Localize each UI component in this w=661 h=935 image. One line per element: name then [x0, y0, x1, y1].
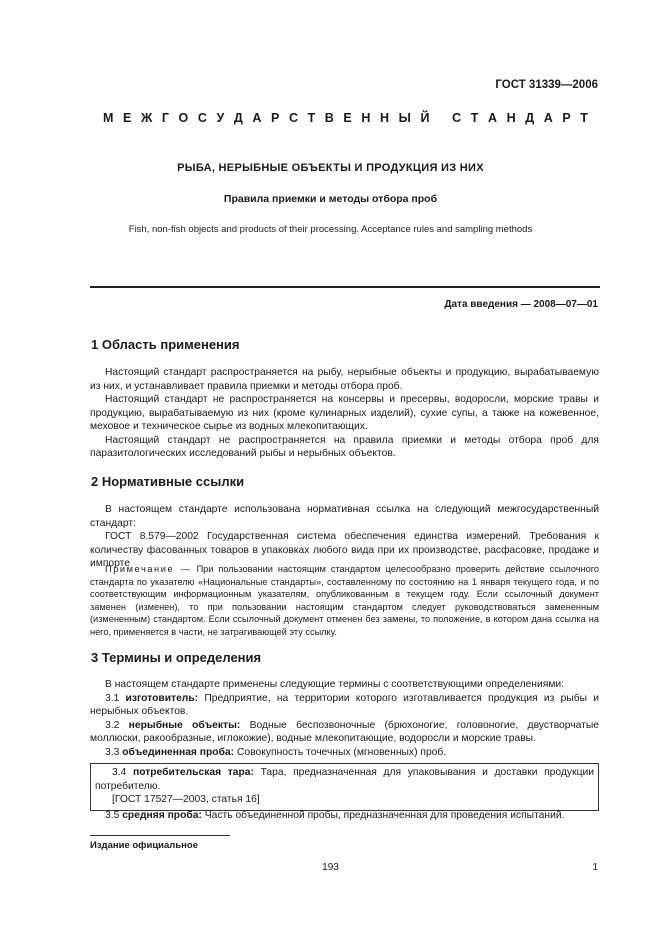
introduction-date: Дата введения — 2008—07—01 [444, 299, 598, 310]
section-2-para-2: ГОСТ 8.579—2002 Государственная система обеспечения единства измерений. Требования к количеству фасованных товаров в упаковках любого вида при их производстве, расфасовке, продаже и импорте [90, 531, 599, 569]
banner-letter: А [543, 111, 553, 125]
section-3-body [90, 678, 599, 759]
term-3-3-name: объединенная проба: [122, 746, 235, 758]
note-label: Примечание — [105, 564, 192, 574]
document-subtitle: Правила приемки и методы отбора проб [223, 193, 438, 205]
term-3-5: 3.5 средняя проба: Часть объединенной пробы, предназначенная для проведения испытаний. [105, 810, 565, 821]
banner-letter: Т [580, 111, 588, 125]
banner-letter: С [197, 111, 207, 125]
banner-letter: Р [271, 111, 280, 125]
header-divider [90, 286, 600, 288]
term-3-5-name: средняя проба: [122, 810, 202, 821]
term-3-2-name: нерыбные объекты: [128, 719, 241, 731]
official-edition: Издание официальное [90, 840, 198, 851]
banner-letter: С [288, 111, 298, 125]
section-3-heading: 3 Термины и определения [91, 650, 262, 665]
term-3-5-block [90, 809, 599, 823]
banner-letter: В [324, 111, 334, 125]
banner-letter [439, 111, 442, 125]
section-1-para-2: Настоящий стандарт не распространяется на консервы и пресервы, водоросли, морские травы и продукцию, вырабатываемую из них (кроме кулинарных изделий), сухие супы, а также на кожевенное, меховое и техническое сырье из водных млекопитающих. [90, 394, 599, 432]
section-3-intro: В настоящем стандарте применены следующие термины с соответствующими определениями: [105, 679, 565, 690]
english-title: Fish, non-fish objects and products of their processing. Acceptance rules and sampling methods [128, 224, 533, 235]
banner-letter: М [103, 111, 114, 125]
term-3-4-name: потребительская тара: [132, 767, 254, 778]
term-3-1: 3.1 изготовитель: Предприятие, на территории которого изготавливается продукция из рыбы и нерыбных объектов. [90, 692, 599, 717]
banner-letter: Н [506, 111, 516, 125]
banner-letter: О [178, 111, 189, 125]
section-1-heading: 1 Область применения [91, 337, 240, 352]
term-3-1-name: изготовитель: [125, 692, 199, 704]
banner-letter: А [252, 111, 262, 125]
section-2-body [90, 503, 599, 571]
banner-letter: Ы [398, 111, 411, 125]
term-3-4-reference: [ГОСТ 17527—2003, статья 16] [112, 794, 260, 805]
term-3-2: 3.2 нерыбные объекты: Водные беспозвоночные (брюхоногие, головоногие, двустворчатые моллюски, ракообразные, иглокожие), водные млекопитающие, водоросли и морские травы. [90, 719, 599, 744]
banner-letter: А [487, 111, 497, 125]
banner-letter: Е [123, 111, 132, 125]
banner-letter: Н [361, 111, 371, 125]
banner-letter: Г [161, 111, 169, 125]
section-2-heading: 2 Нормативные ссылки [91, 474, 245, 489]
section-1-body [90, 366, 599, 461]
document-code: ГОСТ 31339—2006 [495, 79, 598, 91]
section-2-para-1: В настоящем стандарте использована нормативная ссылка на следующий межгосударственный стандарт: [90, 504, 599, 529]
term-3-3: 3.3 объединенная проба: Совокупность точечных (мгновенных) проб. [105, 746, 447, 758]
banner-letter: У [216, 111, 225, 125]
section-1-para-1: Настоящий стандарт распространяется на рыбу, нерыбные объекты и продукцию, вырабатываемую из них, и устанавливает правила приемки и методы отбора проб. [90, 367, 599, 392]
banner-letter: Н [379, 111, 390, 125]
note-text: При пользовании настоящим стандартом целесообразно проверить действие ссылочного стандарта по указателю «Национальные стандарты», составленному по состоянию на 1 января текущего года, и по соответствующим информационным указателям, опубликованным в текущем году. Если ссылочный документ заменен (изменен), то при пользовании настоящим стандартом следует руководствоваться замененным (измененным) стандартом. Если ссылочный документ отменен без замены, то положение, в котором дана ссылка на него, применяется в части, не затрагивающей эту ссылку. [90, 564, 599, 637]
section-1-para-3: Настоящий стандарт не распространяется на правила приемки и методы отбора проб для паразитологических исследований рыбы и нерыбных объектов. [90, 434, 599, 459]
note-block [90, 563, 599, 638]
banner-letter: Р [562, 111, 571, 125]
term-3-4: 3.4 потребительская тара: Тара, предназначенная для упаковывания и доставки продукции потребителю. [95, 767, 594, 792]
banner-letter: Д [525, 111, 535, 125]
banner-letter: Т [307, 111, 316, 125]
page-number: 193 [322, 862, 339, 873]
document-title: РЫБА, НЕРЫБНЫЕ ОБЪЕКТЫ И ПРОДУКЦИЯ ИЗ НИХ [177, 162, 484, 174]
banner-letter: Т [470, 111, 479, 125]
footer-divider [90, 835, 230, 836]
banner-letter: Д [233, 111, 243, 125]
banner-letter: Ж [140, 111, 153, 125]
term-3-4-box [90, 763, 599, 811]
banner-letter: Е [343, 111, 352, 125]
banner-letter: Й [420, 111, 430, 125]
interstate-standard-banner [103, 111, 588, 125]
banner-letter: С [452, 111, 462, 125]
page-sequence: 1 [592, 862, 598, 873]
